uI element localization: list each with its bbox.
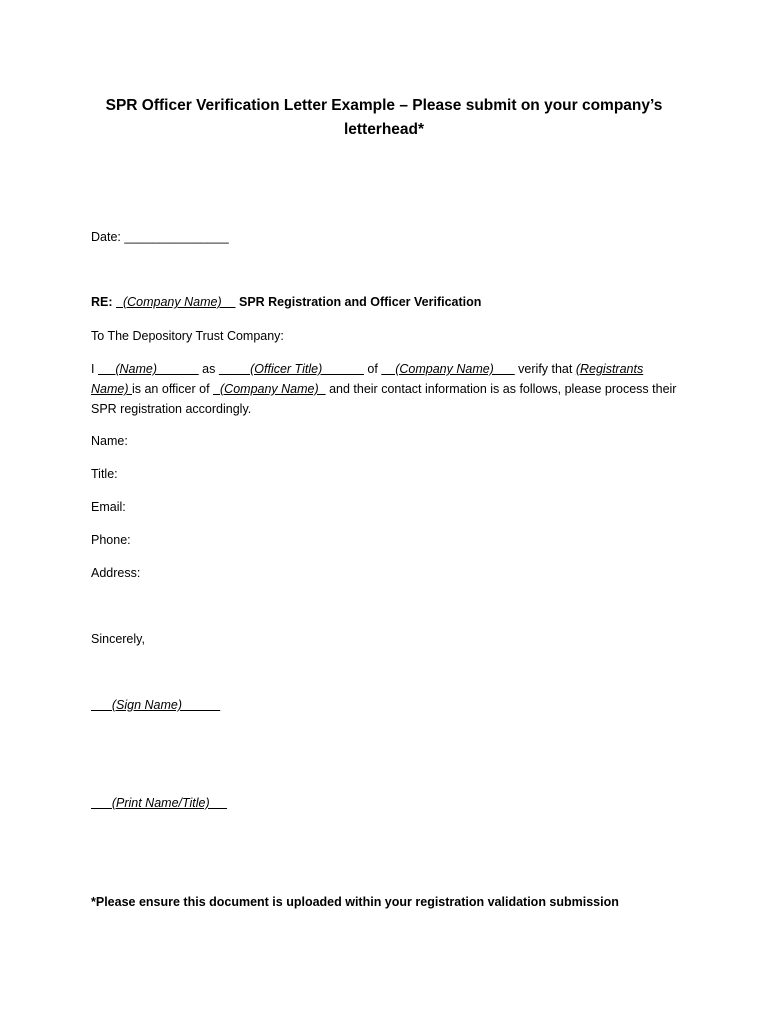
body-is-officer-of: is an officer of [131, 382, 210, 396]
re-line [91, 292, 481, 312]
field-email-label: Email: [91, 500, 126, 514]
field-title-label: Title: [91, 467, 118, 481]
body-paragraph [91, 359, 681, 419]
sign-name-placeholder: (Sign Name) [91, 698, 221, 712]
closing: Sincerely, [91, 632, 145, 646]
registrants-name-placeholder: (Registrants Name) [91, 362, 644, 396]
body-as: as [202, 362, 216, 376]
body-rest: and their contact information is as follows, please process their SPR registration accordingly. [91, 382, 677, 416]
officer-title-placeholder: (Officer Title) [218, 362, 364, 376]
name-placeholder: (Name) [97, 362, 199, 376]
sign-name-line [91, 695, 220, 715]
body-of: of [367, 362, 378, 376]
date-line [91, 227, 229, 247]
field-name-label: Name: [91, 434, 128, 448]
body-verify-that: verify that [518, 362, 573, 376]
company-name-placeholder-2: (Company Name) [213, 382, 326, 396]
date-label: Date: [91, 230, 121, 244]
field-address-label: Address: [91, 566, 141, 580]
footnote: *Please ensure this document is uploaded within your registration validation submission [91, 895, 619, 909]
re-company-placeholder: (Company Name) [116, 295, 236, 309]
print-name-line [91, 793, 227, 813]
date-blank: _______________ [124, 230, 229, 244]
body-i: I [91, 362, 95, 376]
print-name-placeholder: (Print Name/Title) [91, 796, 228, 810]
re-label: RE: [91, 295, 113, 309]
field-phone-label: Phone: [91, 533, 131, 547]
document-title: SPR Officer Verification Letter Example – Please submit on your company’s letterhead* [105, 97, 663, 138]
salutation: To The Depository Trust Company: [91, 329, 284, 343]
re-subject: SPR Registration and Officer Verification [238, 295, 482, 309]
company-name-placeholder: (Company Name) [381, 362, 515, 376]
